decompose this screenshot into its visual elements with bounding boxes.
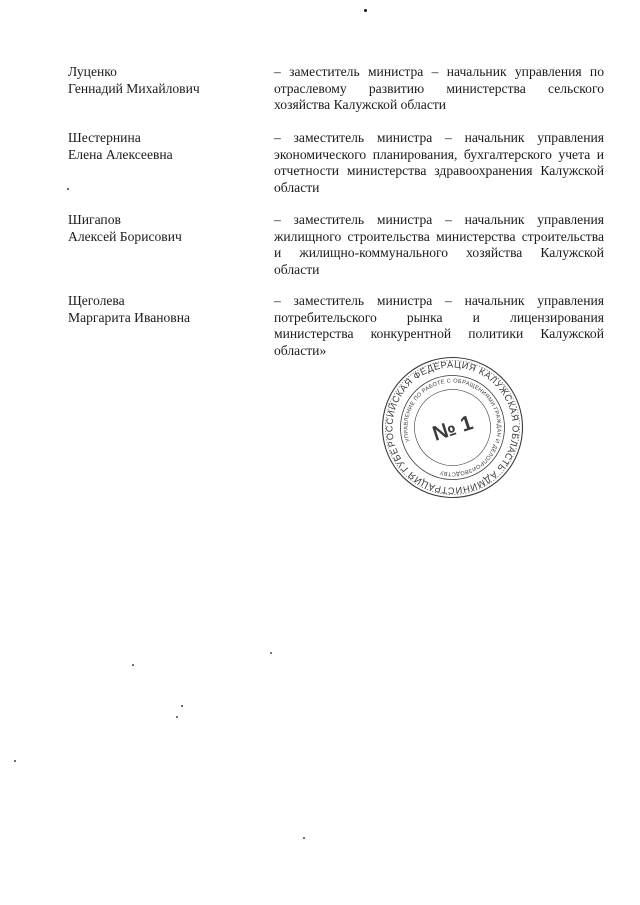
official-given-names: Маргарита Ивановна	[68, 309, 191, 325]
official-surname: Луценко	[68, 64, 117, 79]
official-seal	[354, 355, 525, 500]
official-name	[68, 64, 253, 97]
official-position: – заместитель министра – начальник управления экономического планирования, бухгалтерского учета и отчетности министерства здравоохранения Калужской области	[274, 130, 604, 195]
scan-speck	[181, 705, 183, 707]
seal-number: № 1	[429, 411, 476, 446]
scan-speck	[67, 188, 69, 190]
official-position: – заместитель министра – начальник управления потребительского рынка и лицензирования министерства конкурентной политики Калужской области»	[274, 293, 604, 358]
official-surname: Шестернина	[68, 130, 141, 145]
scan-speck	[270, 652, 272, 654]
scan-mark	[364, 9, 367, 12]
official-name	[68, 212, 253, 245]
official-surname: Щеголева	[68, 293, 125, 308]
official-name	[68, 293, 253, 326]
official-given-names: Елена Алексеевна	[68, 146, 173, 162]
official-given-names: Геннадий Михайлович	[68, 80, 200, 96]
seal-inner-text: УПРАВЛЕНИЕ ПО РАБОТЕ С ОБРАЩЕНИЯМИ ГРАЖДАН И ДЕЛОПРОИЗВОДСТВУ	[403, 378, 502, 477]
official-name	[68, 130, 253, 163]
scan-speck	[132, 664, 134, 666]
official-surname: Шигапов	[68, 212, 121, 227]
scan-speck	[14, 760, 16, 762]
official-given-names: Алексей Борисович	[68, 228, 182, 244]
scan-speck	[303, 837, 305, 839]
official-position: – заместитель министра – начальник управления жилищного строительства министерства строительства и жилищно-коммунального хозяйства Калужской области	[274, 212, 604, 277]
seal-outer-text: РОССИЙСКАЯ ФЕДЕРАЦИЯ КАЛУЖСКАЯ ОБЛАСТЬ АДМИНИСТРАЦИЯ ГУБЕРНАТОРА	[354, 359, 521, 496]
official-position: – заместитель министра – начальник управления по отраслевому развитию министерства сельского хозяйства Калужской области	[274, 64, 604, 112]
scan-speck	[176, 716, 178, 718]
